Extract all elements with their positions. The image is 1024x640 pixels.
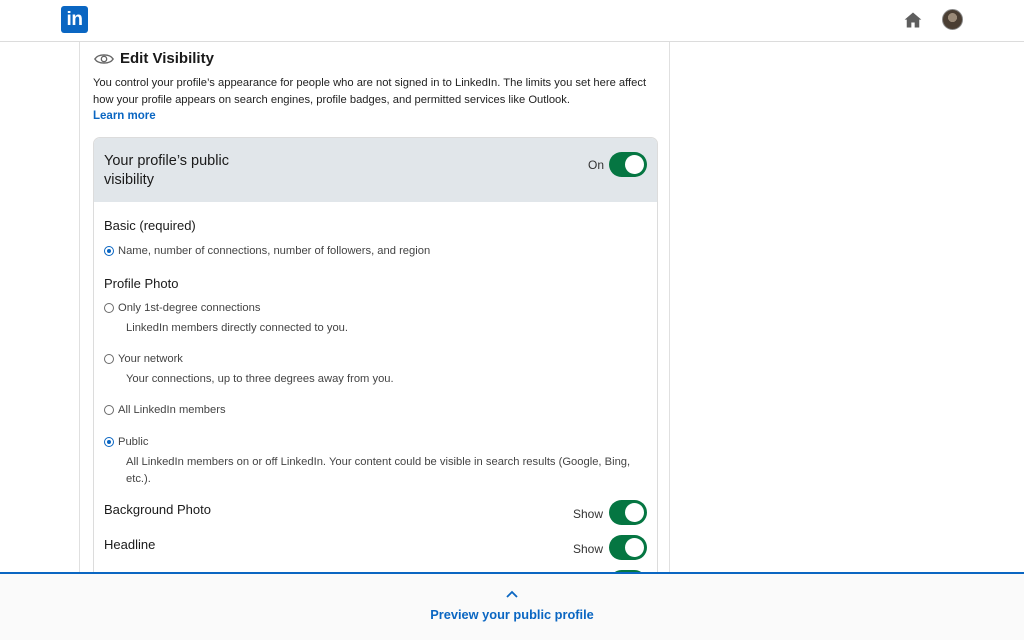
profile-photo-option-label: Public — [118, 436, 149, 448]
profile-photo-option-desc: All LinkedIn members on or off LinkedIn. Your content could be visible in search results (Google, Bing, etc.). — [126, 456, 631, 485]
basic-option[interactable] — [104, 245, 430, 257]
edit-visibility-header — [94, 50, 214, 67]
basic-option-label: Name, number of connections, number of followers, and region — [118, 245, 431, 257]
radio-button[interactable] — [104, 405, 114, 415]
home-icon[interactable] — [903, 10, 923, 30]
linkedin-logo[interactable]: in — [61, 6, 88, 33]
radio-button[interactable] — [104, 303, 114, 313]
public-visibility-title: Your profile’s public visibility — [104, 153, 229, 188]
page-title: Edit Visibility — [120, 50, 214, 67]
eye-icon — [94, 52, 114, 66]
profile-photo-option-label: Only 1st-degree connections — [118, 302, 261, 314]
profile-photo-option-label: All LinkedIn members — [118, 404, 226, 416]
basic-section-title: Basic (required) — [104, 218, 196, 233]
public-visibility-header — [94, 138, 657, 202]
learn-more-link[interactable]: Learn more — [93, 110, 156, 122]
chevron-up-icon[interactable] — [506, 590, 518, 598]
headline-toggle-label: Show — [573, 542, 604, 556]
toggle-knob — [625, 155, 644, 174]
headline-title: Headline — [104, 537, 156, 552]
radio-button[interactable] — [104, 246, 114, 256]
profile-photo-option[interactable] — [104, 353, 183, 365]
profile-photo-section-title: Profile Photo — [104, 276, 179, 291]
background-photo-toggle[interactable] — [609, 500, 647, 525]
edit-visibility-panel — [79, 42, 670, 574]
profile-photo-option-desc: Your connections, up to three degrees away from you. — [126, 373, 394, 385]
public-visibility-toggle-label: On — [588, 158, 605, 172]
radio-button[interactable] — [104, 437, 114, 447]
preview-footer — [0, 572, 1024, 640]
avatar[interactable] — [942, 9, 963, 30]
toggle-knob — [625, 503, 644, 522]
headline-toggle[interactable] — [609, 535, 647, 560]
radio-button[interactable] — [104, 354, 114, 364]
profile-photo-option[interactable] — [104, 404, 226, 416]
background-photo-title: Background Photo — [104, 502, 211, 517]
preview-public-profile-link[interactable]: Preview your public profile — [430, 607, 594, 622]
profile-photo-option[interactable] — [104, 436, 148, 448]
public-visibility-card — [93, 137, 658, 597]
background-photo-toggle-label: Show — [573, 507, 604, 521]
public-visibility-toggle[interactable] — [609, 152, 647, 177]
visibility-description: You control your profile’s appearance for people who are not signed in to LinkedIn. The limits you set here affect how your profile appears on search engines, profile badges, and permitted services like Outlook. — [93, 77, 647, 106]
profile-photo-option-desc: LinkedIn members directly connected to you. — [126, 322, 349, 334]
toggle-knob — [625, 538, 644, 557]
profile-photo-option-label: Your network — [118, 353, 183, 365]
top-nav-bar — [0, 0, 1024, 42]
profile-photo-option[interactable] — [104, 302, 260, 314]
